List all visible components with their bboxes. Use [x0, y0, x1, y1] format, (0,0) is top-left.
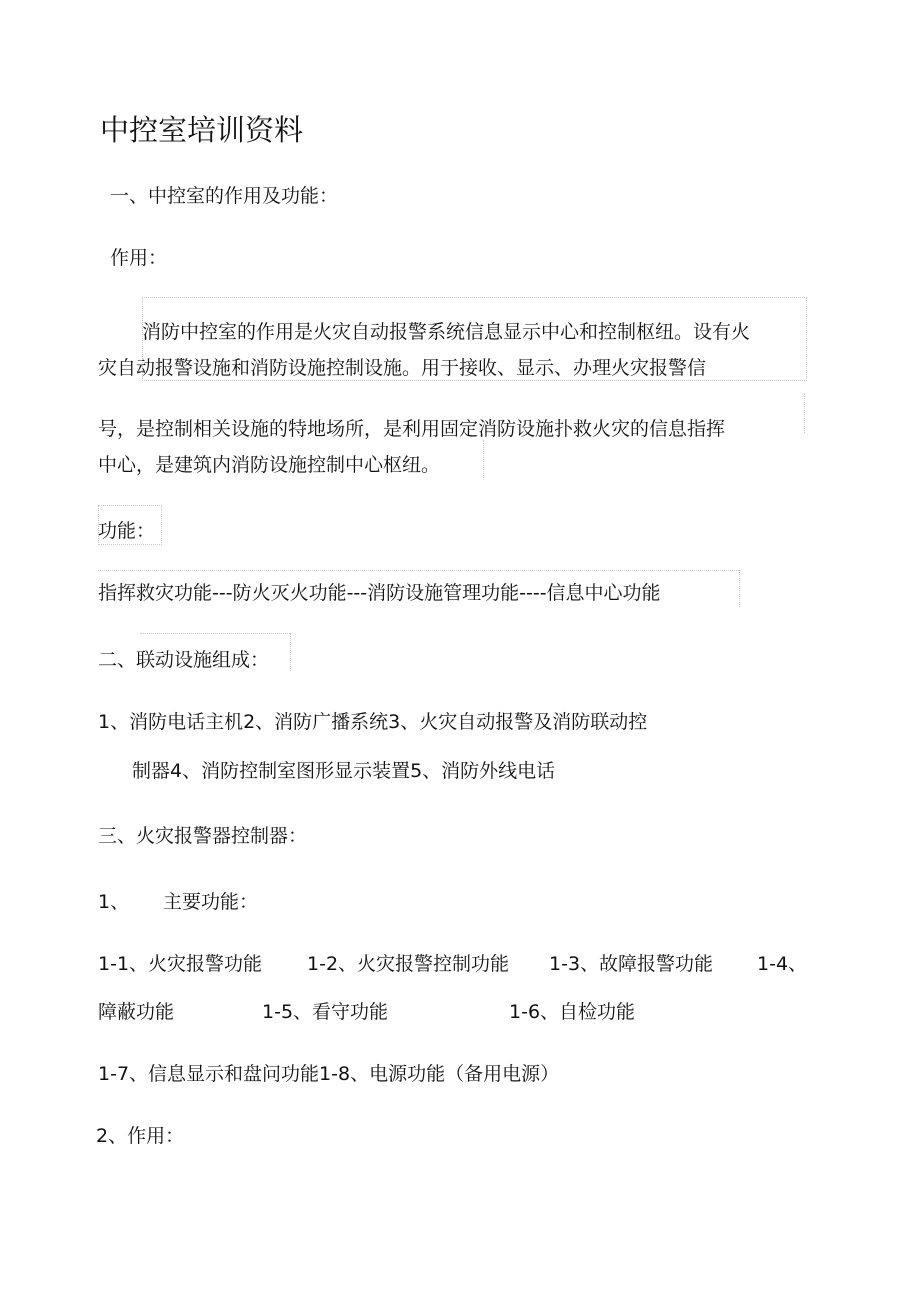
function-text-frame-top	[98, 570, 739, 571]
section3-sub1-number: 1、	[98, 891, 130, 913]
role-frame-right-segment	[804, 393, 805, 433]
section2-heading: 二、联动设施组成：	[98, 649, 270, 671]
role-label: 作用：	[110, 247, 168, 269]
section3-sub2: 2、作用：	[96, 1125, 185, 1147]
function-item-1-6: 1-6、自检功能	[509, 1001, 636, 1023]
role-line-1: 消防中控室的作用是火灾自动报警系统信息显示中心和控制枢纽。设有火	[142, 321, 751, 343]
function-text: 指挥救灾功能---防火灭火功能---消防设施管理功能----信息中心功能	[98, 582, 661, 604]
section1-heading: 一、中控室的作用及功能：	[110, 185, 339, 207]
function-items-1-7-1-8: 1-7、信息显示和盘问功能1-8、电源功能（备用电源）	[98, 1063, 560, 1085]
section3-heading: 三、火灾报警器控制器：	[98, 825, 308, 847]
section3-sub1-label: 主要功能：	[163, 891, 259, 913]
function-item-1-2: 1-2、火灾报警控制功能	[307, 953, 510, 975]
function-label: 功能：	[98, 520, 156, 542]
section2-frame-top	[140, 633, 290, 634]
function-item-1-5: 1-5、看守功能	[262, 1001, 389, 1023]
section2-frame-right	[290, 633, 291, 671]
function-item-1-4-label: 障蔽功能	[98, 1001, 175, 1023]
role-line-4: 中心，是建筑内消防设施控制中心枢纽。	[98, 454, 441, 476]
section2-line-1: 1、消防电话主机2、消防广播系统3、火灾自动报警及消防联动控	[98, 711, 648, 733]
role-line-3: 号，是控制相关设施的特地场所，是利用固定消防设施扑救火灾的信息指挥	[98, 418, 726, 440]
document-title: 中控室培训资料	[100, 113, 304, 147]
function-item-1-3: 1-3、故障报警功能	[549, 953, 714, 975]
function-item-1-4-number: 1-4、	[757, 953, 808, 975]
role-frame-end-segment	[483, 440, 484, 480]
function-text-frame-right	[739, 570, 740, 607]
function-item-1-1: 1-1、火灾报警功能	[98, 953, 263, 975]
role-line-2: 灾自动报警设施和消防设施控制设施。用于接收、显示、办理火灾报警信	[98, 357, 707, 379]
section2-line-2: 制器4、消防控制室图形显示装置5、消防外线电话	[132, 760, 556, 782]
